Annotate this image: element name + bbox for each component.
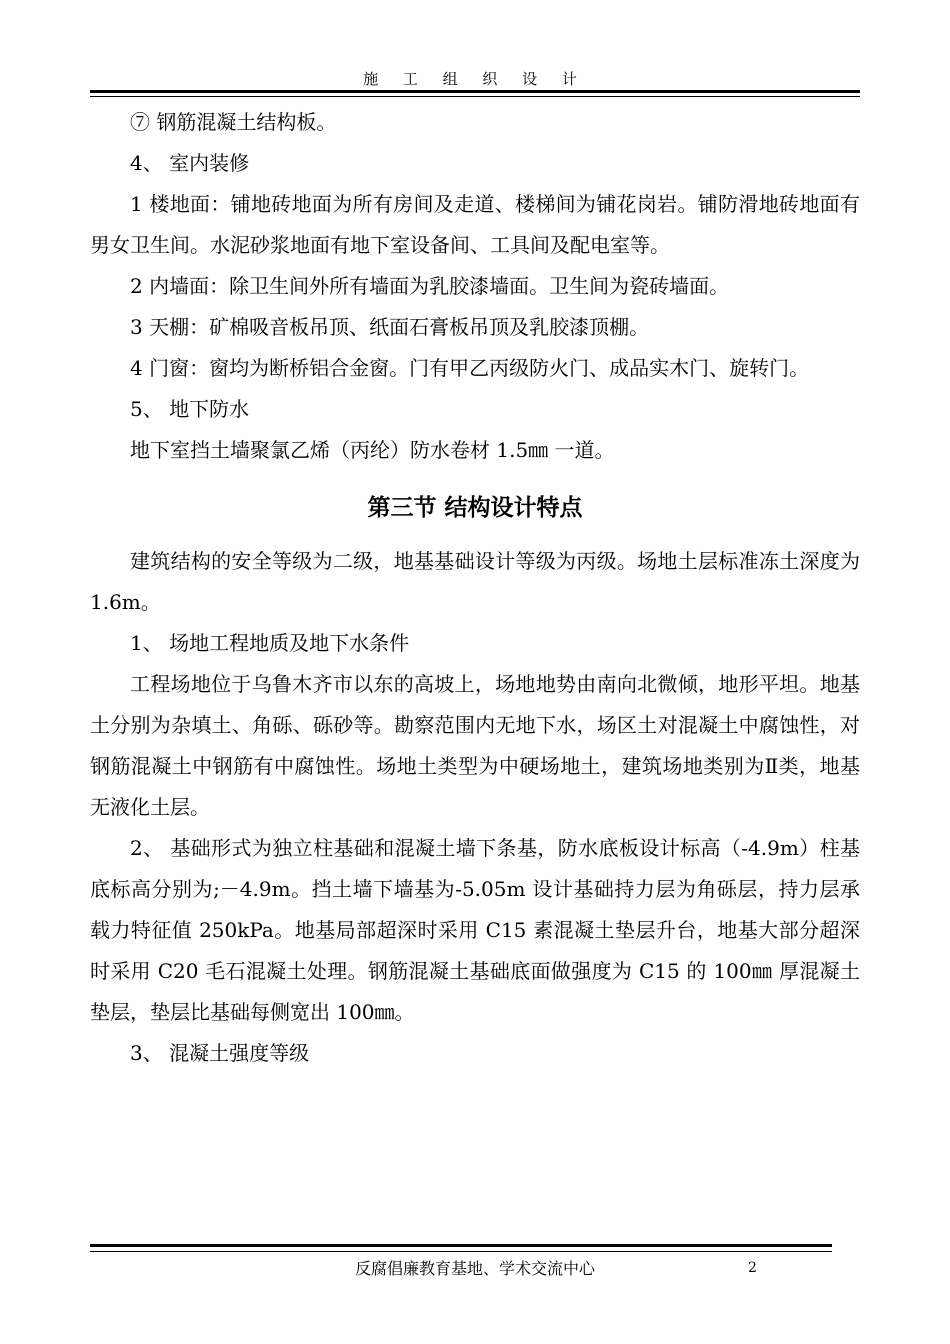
page-number: 2 (748, 1260, 757, 1276)
paragraph: 4 门窗：窗均为断桥铝合金窗。门有甲乙丙级防火门、成品实木门、旋转门。 (130, 356, 810, 380)
paragraph: 工程场地位于乌鲁木齐市以东的高坡上，场地地势由南向北微倾，地形平坦。地基土分别为杂填土、角砾、砾砂等。勘察范围内无地下水，场区土对混凝土中腐蚀性，对钢筋混凝土中钢筋有中腐蚀性。场地土类型为中硬场地土，建筑场地类别为Ⅱ类，地基无液化土层。 (90, 672, 860, 819)
page-header-title: 施 工 组 织 设 计 (363, 70, 587, 88)
header-rule-thick (90, 90, 860, 93)
subheading: 3、 混凝土强度等级 (130, 1041, 310, 1065)
subheading: 5、 地下防水 (130, 397, 250, 421)
paragraph: 2 内墙面：除卫生间外所有墙面为乳胶漆墙面。卫生间为瓷砖墙面。 (130, 274, 730, 298)
footer-rule-thin (90, 1251, 832, 1252)
paragraph: 3 天棚：矿棉吸音板吊顶、纸面石膏板吊顶及乳胶漆顶棚。 (130, 315, 650, 339)
paragraph: 建筑结构的安全等级为二级，地基基础设计等级为丙级。场地土层标准冻土深度为 1.6m。 (90, 549, 860, 614)
section-title: 第三节 结构设计特点 (367, 495, 583, 521)
header-rule-thin (90, 96, 860, 97)
paragraph: 1 楼地面：铺地砖地面为所有房间及走道、楼梯间为铺花岗岩。铺防滑地砖地面有男女卫生间。水泥砂浆地面有地下室设备间、工具间及配电室等。 (90, 192, 860, 257)
footer-text: 反腐倡廉教育基地、学术交流中心 (354, 1259, 595, 1278)
subheading: 4、 室内装修 (130, 151, 250, 175)
footer-rule-thick (90, 1244, 832, 1247)
subheading: 1、 场地工程地质及地下水条件 (130, 631, 410, 655)
paragraph: 2、 基础形式为独立柱基础和混凝土墙下条基，防水底板设计标高（-4.9m）柱基底标高分别为;－4.9m。挡土墙下墙基为-5.05m 设计基础持力层为角砾层，持力层承载力特征值 250kPa。地基局部超深时采用 C15 素混凝土垫层升台，地基大部分超深时采用 C20 毛石混凝土处理。钢筋混凝土基础底面做强度为 C15 的 100㎜ 厚混凝土垫层，垫层比基础每侧宽出 100㎜。 (90, 836, 860, 1024)
paragraph: 地下室挡土墙聚氯乙烯（丙纶）防水卷材 1.5㎜ 一道。 (130, 438, 615, 462)
document-body (90, 102, 860, 1074)
paragraph: ⑦ 钢筋混凝土结构板。 (130, 110, 337, 134)
